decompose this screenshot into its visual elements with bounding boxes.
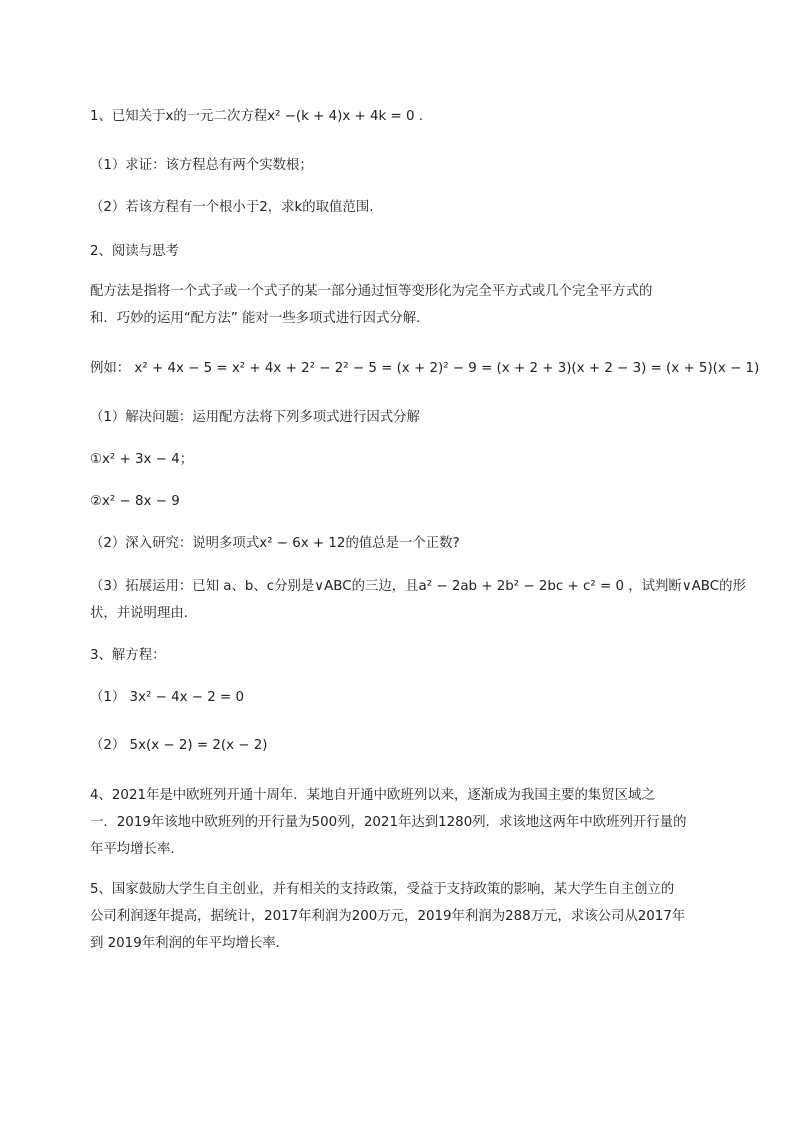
problem-1-statement: 1、已知关于x的一元二次方程x² −(k + 4)x + 4k = 0 . [90, 109, 424, 124]
problem-2-intro-line-1: 配方法是指将一个式子或一个式子的某一部分通过恒等变形化为完全平方式或几个完全平方式的 [90, 284, 653, 299]
problem-2-title: 2、阅读与思考 [90, 244, 179, 259]
problem-2-part-2: （2）深入研究：说明多项式x² − 6x + 12的值总是一个正数? [90, 536, 460, 551]
problem-2-part-1-item-1: ①x² + 3x − 4； [90, 452, 194, 467]
problem-3-title: 3、解方程： [90, 648, 166, 663]
problem-2-intro-line-2: 和．巧妙的运用“配方法” 能对一些多项式进行因式分解． [90, 311, 430, 326]
problem-1-part-2: （2）若该方程有一个根小于2，求k的取值范围. [90, 200, 374, 215]
problem-5-line-1: 5、国家鼓励大学生自主创业，并有相关的支持政策，受益于支持政策的影响，某大学生自主创立的 [90, 882, 675, 897]
problem-2-part-3-line-1: （3）拓展运用：已知 a、b、c分别是∨ABC的三边，且a² − 2ab + 2b² − 2bc + c² = 0 ，试判断∨ABC的形 [90, 579, 746, 594]
problem-4-line-1: 4、2021年是中欧班列开通十周年．某地自开通中欧班列以来，逐渐成为我国主要的集贸区域之 [90, 788, 655, 803]
problem-5-line-2: 公司利润逐年提高，据统计，2017年利润为200万元，2019年利润为288万元，求该公司从2017年 [90, 909, 686, 924]
problem-5-line-3: 到 2019年利润的年平均增长率． [90, 936, 290, 951]
problem-3-part-1: （1） 3x² − 4x − 2 = 0 [90, 690, 245, 705]
problem-2-part-1: （1）解决问题：运用配方法将下列多项式进行因式分解 [90, 410, 420, 425]
problem-3-part-2: （2） 5x(x − 2) = 2(x − 2) [90, 738, 268, 753]
problem-2-example: 例如： x² + 4x − 5 = x² + 4x + 2² − 2² − 5 = (x + 2)² − 9 = (x + 2 + 3)(x + 2 − 3) = (x + 5)(x − 1) [90, 361, 760, 376]
problem-2-part-1-item-2: ②x² − 8x − 9 [90, 494, 180, 509]
problem-1-part-1: （1）求证：该方程总有两个实数根； [90, 158, 313, 173]
problem-2-part-3-line-2: 状，并说明理由． [90, 606, 198, 621]
problem-4-line-2: 一．2019年该地中欧班列的开行量为500列，2021年达到1280列．求该地这两年中欧班列开行量的 [90, 815, 687, 830]
problem-4-line-3: 年平均增长率． [90, 842, 184, 857]
